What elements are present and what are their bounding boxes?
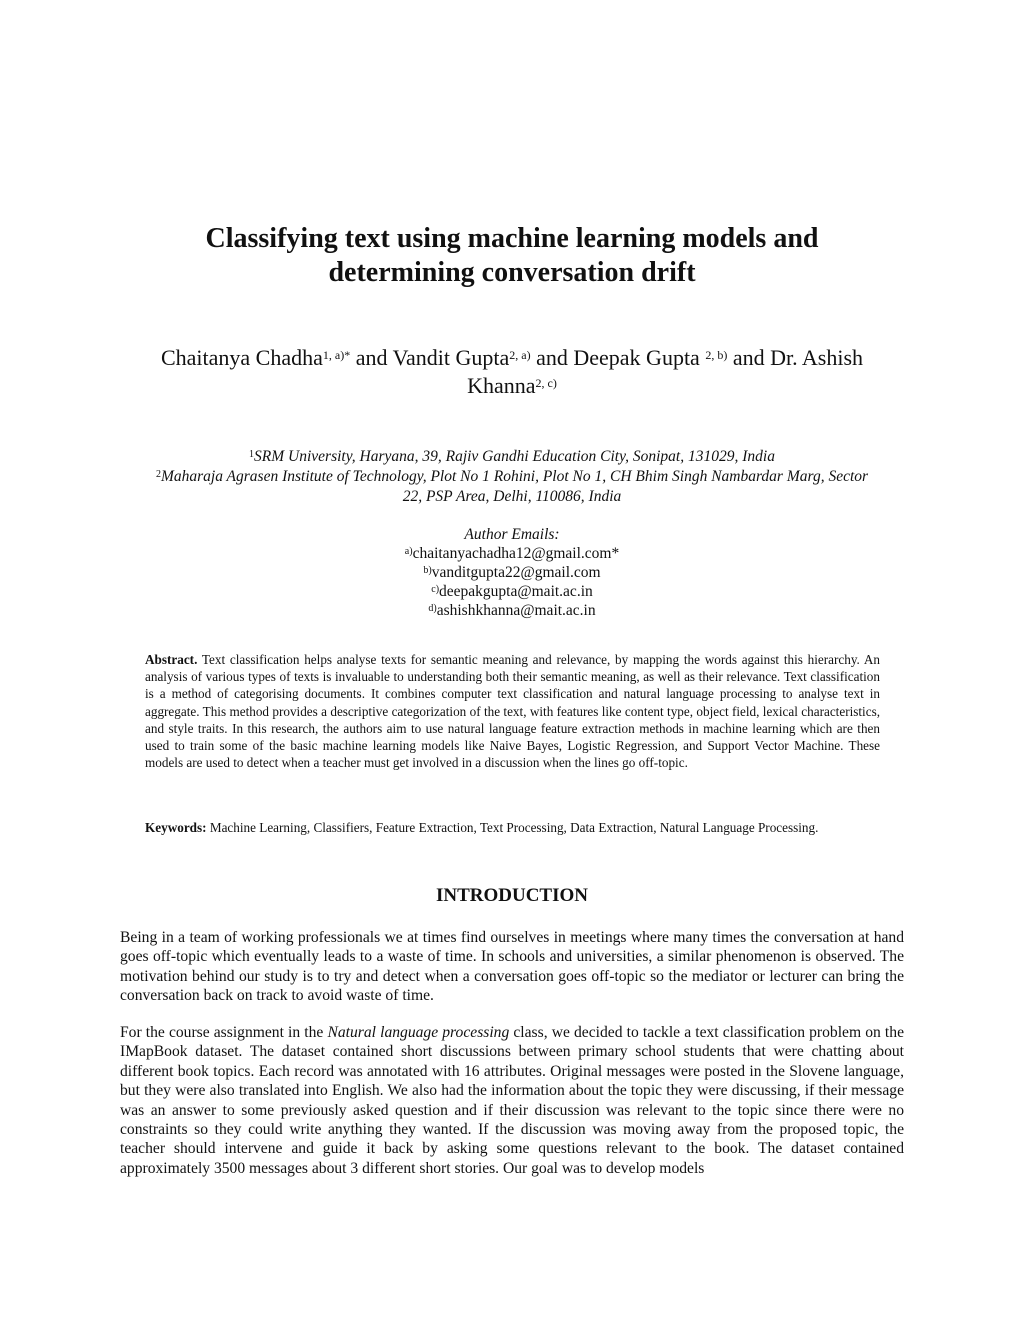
- author-joiner: and: [355, 345, 388, 370]
- author-affiliation-mark: 2, b): [705, 348, 728, 362]
- keywords-label: Keywords:: [145, 820, 207, 835]
- intro-paragraph-1: Being in a team of working professionals we at times find ourselves in meetings where many times the conversation at hand goes off-topic which eventually leads to a waste of time. In schools and universities, a similar phenomenon is observed. The motivation behind our study is to try and detect when a conversation goes off-topic so the mediator or lecturer can bring the conversation back on track to avoid waste of time.: [120, 929, 904, 1005]
- author-name: Dr. Ashish: [770, 345, 864, 370]
- affiliation-mark: 2: [155, 469, 161, 480]
- affiliation-1: [120, 447, 904, 467]
- keywords-text: Machine Learning, Classifiers, Feature Extraction, Text Processing, Data Extraction, Natural Language Processing.: [209, 820, 819, 835]
- keywords: [145, 819, 880, 836]
- email-item: [120, 582, 904, 601]
- email-item: [120, 563, 904, 582]
- abstract-text: Text classification helps analyse texts for semantic meaning and relevance, by mapping the words against this hierarchy. An analysis of various types of texts is invaluable to understanding both their semantic meaning, as well as their relevance. Text classification is a method of categorising documents. It combines computer text classification and natural language processing to analyse text in aggregate. This method provides a descriptive categorization of the text, with features like content type, object field, lexical characteristics, and style traits. In this research, the authors aim to use natural language feature extraction methods in machine learning which are then used to train some of the basic machine learning models like Naive Bayes, Logistic Regression, and Support Vector Machine. These models are used to detect when a teacher must get involved in a discussion when the lines go off-topic.: [145, 652, 880, 771]
- email-mark: b): [423, 565, 432, 576]
- abstract-label: Abstract.: [145, 652, 198, 667]
- email-item: [120, 544, 904, 563]
- affiliation-mark: 1: [249, 449, 255, 460]
- author-list: [120, 344, 904, 400]
- abstract: [145, 651, 880, 771]
- affiliation-text: Maharaja Agrasen Institute of Technology, Plot No 1 Rohini, Plot No 1, CH Bhim Singh Nambardar Marg, Sector: [160, 468, 869, 485]
- paper-title: [120, 222, 904, 290]
- author-name: Deepak Gupta: [573, 345, 700, 370]
- email-address: vanditgupta22@gmail.com: [431, 564, 601, 581]
- author-name: Vandit Gupta: [392, 345, 510, 370]
- affiliation-2: [120, 467, 904, 487]
- email-mark: c): [431, 584, 440, 595]
- email-address: deepakgupta@mait.ac.in: [439, 583, 593, 600]
- paragraph-text: class, we decided to tackle a text classification problem on the IMapBook dataset. The dataset contained short discussions between primary school students that were chatting about different book topics. Each record was annotated with 16 attributes. Original messages were posted in the Slovene language, but they were also translated into English. We also had the information about the topic they were discussing, if their message was an answer to some previously asked question and if their discussion was relevant to the topic since there were no constraints so they could write anything they wanted. If the discussion was moving away from the proposed topic, the teacher should intervene and guide it back by asking some questions relevant to the book. The dataset contained approximately 3500 messages about 3 different short stories. Our goal was to develop models: [120, 1024, 904, 1177]
- author-affiliation-mark: 2, a): [509, 348, 531, 362]
- author-affiliation-mark: 2, c): [535, 376, 557, 390]
- course-name: Natural language processing: [327, 1024, 510, 1041]
- emails-label: Author Emails:: [464, 526, 560, 543]
- email-address: chaitanyachadha12@gmail.com*: [412, 545, 620, 562]
- author-line-1: [120, 344, 904, 372]
- author-name: Khanna: [467, 373, 536, 398]
- author-joiner: and: [732, 345, 765, 370]
- author-name: Chaitanya Chadha: [160, 345, 323, 370]
- paragraph-text: For the course assignment in the: [120, 1024, 328, 1041]
- author-emails: [120, 525, 904, 620]
- author-affiliation-mark: 1, a)*: [322, 348, 351, 362]
- author-line-2: [120, 372, 904, 400]
- affiliation-2-continued: [120, 487, 904, 507]
- author-joiner: and: [536, 345, 568, 370]
- email-mark: d): [428, 603, 437, 614]
- email-mark: a): [404, 546, 413, 557]
- email-item: [120, 601, 904, 620]
- intro-paragraph-2: [120, 1023, 904, 1178]
- affiliation-text: 22, PSP Area, Delhi, 110086, India: [402, 488, 622, 505]
- title-line-1: Classifying text using machine learning models and: [205, 223, 819, 254]
- affiliation-text: SRM University, Haryana, 39, Rajiv Gandhi Education City, Sonipat, 131029, India: [254, 448, 775, 465]
- email-address: ashishkhanna@mait.ac.in: [436, 602, 596, 619]
- title-line-2: determining conversation drift: [328, 257, 696, 288]
- section-heading-introduction: INTRODUCTION: [435, 885, 589, 906]
